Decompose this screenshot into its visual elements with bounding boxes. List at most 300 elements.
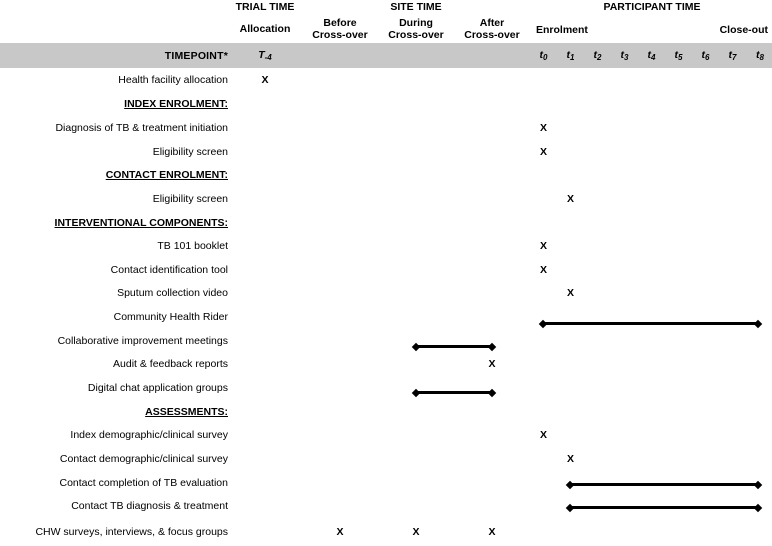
cell-t5 [665,234,692,258]
cell-t0 [530,93,557,117]
row-label-contact-demographic-survey: Contact demographic/clinical survey [59,452,228,465]
cell-t0 [530,305,557,329]
subheader-allocation: Allocation [239,22,291,35]
table-row [0,258,772,282]
cell-t5 [665,400,692,424]
cell-t1 [557,258,584,282]
cell-t5 [665,494,692,518]
cell-after [454,234,530,258]
cell-t8 [746,234,772,258]
section-row [0,163,772,187]
timepoint-t5-base: t [674,49,679,62]
cell-t4 [638,423,665,447]
row-label-audit-feedback-reports: Audit & feedback reports [113,358,228,371]
timepoint-t3-base: t [620,49,625,62]
cell-during-x: X [412,526,420,539]
cell-t2 [584,234,611,258]
timepoint-t3-sub: 3 [624,52,629,62]
cell-before-x: X [336,526,344,539]
cell-t2 [584,68,611,93]
cell-t1 [557,471,584,495]
cell-t1 [557,116,584,140]
cell-t0 [530,447,557,471]
timepoint-row [0,43,772,68]
cell-before [302,258,378,282]
cell-t4 [638,353,665,377]
timepoint-trial [228,43,302,68]
row-label-chw-surveys: CHW surveys, interviews, & focus groups [35,526,228,539]
cell-t7 [719,329,746,353]
cell-t8 [746,423,772,447]
cell-t2 [584,305,611,329]
subheader-blank [0,16,228,43]
cell-allocation [228,423,302,447]
cell-allocation [228,400,302,424]
group-header-row [0,0,772,16]
cell-t7 [719,494,746,518]
cell-t7 [719,518,746,546]
cell-during [378,93,454,117]
timepoint-after-blank [454,43,530,68]
cell-during [378,140,454,164]
cell-t0 [530,187,557,211]
cell-t8 [746,305,772,329]
cell-t0 [530,329,557,353]
section-label-interventional-components: INTERVENTIONAL COMPONENTS: [54,216,228,229]
cell-t3 [611,423,638,447]
cell-during [378,376,454,400]
cell-before [302,140,378,164]
cell-before [302,211,378,235]
cell-allocation [228,471,302,495]
cell-t4 [638,305,665,329]
cell-before [302,400,378,424]
cell-allocation-x: X [261,74,269,87]
cell-before [302,423,378,447]
cell-t3 [611,353,638,377]
timepoint-t4 [638,43,665,68]
cell-after [454,163,530,187]
cell-t7 [719,282,746,306]
cell-allocation [228,140,302,164]
timepoint-t4-base: t [647,49,652,62]
timepoint-t1 [557,43,584,68]
cell-during [378,234,454,258]
cell-t3 [611,447,638,471]
cell-after [454,68,530,93]
cell-allocation [228,447,302,471]
cell-t7 [719,305,746,329]
section-label-assessments: ASSESSMENTS: [145,405,228,418]
cell-t5 [665,211,692,235]
cell-allocation [228,163,302,187]
cell-t2 [584,518,611,546]
cell-t4 [638,329,665,353]
cell-t1-x: X [566,192,574,205]
cell-t2 [584,187,611,211]
cell-t8 [746,353,772,377]
timepoint-t1-sub: 1 [570,52,575,62]
table-row [0,282,772,306]
cell-t3 [611,140,638,164]
cell-t1 [557,68,584,93]
timepoint-t0-sub: 0 [543,52,548,62]
timepoint-t2-base: t [593,49,598,62]
cell-t7 [719,353,746,377]
subheader-after-line2: Cross-over [464,28,520,41]
cell-t8 [746,187,772,211]
cell-t8 [746,518,772,546]
cell-t4 [638,400,665,424]
cell-t8 [746,258,772,282]
cell-after-x: X [488,526,496,539]
cell-t4 [638,258,665,282]
table-row [0,447,772,471]
cell-after-x: X [488,358,496,371]
timepoint-t8-sub: 8 [759,52,764,62]
cell-t4 [638,494,665,518]
cell-after [454,282,530,306]
row-label-tb-101-booklet: TB 101 booklet [157,240,228,253]
cell-t7 [719,258,746,282]
cell-t0 [530,211,557,235]
cell-before [302,376,378,400]
cell-t0-x: X [539,263,547,276]
section-label-index-enrolment: INDEX ENROLMENT: [124,98,228,111]
cell-t4 [638,211,665,235]
subheader-during-line1: During [399,17,433,30]
timepoint-trial-base: T [258,49,265,62]
row-label-community-health-rider: Community Health Rider [113,311,228,324]
cell-t3 [611,518,638,546]
cell-t6 [692,211,719,235]
subheader-closeout: Close-out [719,23,768,36]
timepoint-trial-sub: -4 [264,52,272,62]
cell-during [378,305,454,329]
cell-t6 [692,400,719,424]
cell-t8 [746,140,772,164]
cell-t1 [557,400,584,424]
row-label-digital-chat-application-groups: Digital chat application groups [87,382,228,395]
cell-t6 [692,258,719,282]
cell-during [378,282,454,306]
cell-t6 [692,187,719,211]
cell-t8 [746,329,772,353]
cell-t1 [557,163,584,187]
table-row [0,376,772,400]
cell-t5 [665,187,692,211]
cell-allocation [228,93,302,117]
cell-after [454,494,530,518]
cell-during [378,353,454,377]
cell-t3 [611,400,638,424]
group-header-trial-time: TRIAL TIME [235,1,295,14]
cell-t5 [665,68,692,93]
cell-t4 [638,518,665,546]
cell-t0 [530,68,557,93]
cell-t2 [584,258,611,282]
cell-t5 [665,376,692,400]
section-row [0,211,772,235]
cell-allocation [228,211,302,235]
table-row [0,305,772,329]
cell-during [378,400,454,424]
cell-before [302,329,378,353]
table-row [0,494,772,518]
timepoint-during-blank [378,43,454,68]
cell-t8 [746,494,772,518]
table-row [0,518,772,546]
cell-t5 [665,163,692,187]
cell-t8 [746,282,772,306]
cell-t1 [557,140,584,164]
cell-t3 [611,494,638,518]
cell-t6 [692,518,719,546]
cell-before [302,68,378,93]
cell-t6 [692,234,719,258]
cell-before [302,471,378,495]
cell-t4 [638,471,665,495]
cell-before [302,234,378,258]
cell-t2 [584,282,611,306]
cell-t7 [719,93,746,117]
subheader-before-crossover [302,16,378,43]
sub-header-row [0,16,772,43]
timepoint-t8-base: t [756,49,760,62]
cell-allocation [228,353,302,377]
timepoint-t2 [584,43,611,68]
group-header-site-blank-left [302,0,378,16]
cell-t4 [638,447,665,471]
cell-allocation [228,234,302,258]
cell-t5 [665,282,692,306]
subheader-after-crossover [454,16,530,43]
timepoint-t6 [692,43,719,68]
cell-t3 [611,305,638,329]
cell-t2 [584,400,611,424]
row-label-health-facility-allocation: Health facility allocation [118,74,228,87]
cell-during [378,163,454,187]
cell-t3 [611,163,638,187]
cell-t3 [611,187,638,211]
cell-after [454,423,530,447]
cell-allocation [228,494,302,518]
corner-cell-blank [0,0,228,16]
cell-t6 [692,353,719,377]
row-label-collaborative-improvement-meetings: Collaborative improvement meetings [57,334,228,347]
table-row [0,353,772,377]
cell-t4 [638,282,665,306]
cell-t7 [719,163,746,187]
cell-t0 [530,400,557,424]
cell-t8 [746,400,772,424]
cell-t7 [719,140,746,164]
cell-t5 [665,258,692,282]
cell-t5 [665,329,692,353]
cell-t5 [665,447,692,471]
cell-during [378,211,454,235]
cell-t6 [692,116,719,140]
timepoint-t6-sub: 6 [705,52,710,62]
cell-during [378,116,454,140]
cell-after [454,471,530,495]
cell-t1-x: X [566,287,574,300]
row-label-eligibility-screen-contact: Eligibility screen [152,192,228,205]
cell-t2 [584,329,611,353]
cell-t5 [665,140,692,164]
cell-t2 [584,447,611,471]
cell-after [454,329,530,353]
timepoint-t1-base: t [566,49,571,62]
cell-t3 [611,376,638,400]
row-label-sputum-collection-video: Sputum collection video [117,287,228,300]
cell-allocation [228,187,302,211]
subheader-before-line2: Cross-over [312,28,368,41]
subheader-during-crossover [378,16,454,43]
cell-t7 [719,447,746,471]
row-label-eligibility-screen-index: Eligibility screen [152,145,228,158]
cell-t0-x: X [539,240,547,253]
cell-t3 [611,234,638,258]
cell-t3 [611,258,638,282]
cell-during [378,329,454,353]
cell-allocation [228,518,302,546]
cell-t7 [719,187,746,211]
cell-t5 [665,471,692,495]
timepoint-t0-base: t [539,49,544,62]
group-header-site-time: SITE TIME [390,1,442,14]
cell-t8 [746,116,772,140]
section-row [0,400,772,424]
cell-t4 [638,116,665,140]
cell-t1 [557,376,584,400]
cell-t1 [557,518,584,546]
cell-t6 [692,494,719,518]
cell-before [302,93,378,117]
cell-allocation [228,258,302,282]
cell-t6 [692,140,719,164]
cell-t2 [584,376,611,400]
timepoint-t4-sub: 4 [651,52,656,62]
cell-t6 [692,471,719,495]
cell-t2 [584,140,611,164]
cell-t4 [638,140,665,164]
timepoint-row-label: TIMEPOINT* [0,43,228,68]
cell-t3 [611,211,638,235]
subheader-before-line1: Before [323,17,357,30]
cell-after [454,400,530,424]
timepoint-t3 [611,43,638,68]
timepoint-before-blank [302,43,378,68]
row-label-contact-identification-tool: Contact identification tool [110,263,228,276]
row-label-contact-completion-tb-evaluation: Contact completion of TB evaluation [59,476,228,489]
cell-t8 [746,471,772,495]
timepoint-t6-base: t [701,49,706,62]
cell-before [302,163,378,187]
timepoint-t5 [665,43,692,68]
cell-t6 [692,305,719,329]
cell-after [454,211,530,235]
table-row [0,140,772,164]
cell-t6 [692,282,719,306]
cell-t7 [719,234,746,258]
cell-t3 [611,68,638,93]
cell-allocation [228,282,302,306]
cell-t3 [611,93,638,117]
cell-t2 [584,163,611,187]
timepoint-t7-base: t [728,49,733,62]
cell-after [454,140,530,164]
cell-t6 [692,329,719,353]
cell-t0 [530,282,557,306]
row-label-contact-tb-diagnosis-treatment: Contact TB diagnosis & treatment [71,500,228,513]
cell-t2 [584,93,611,117]
timepoint-t0 [530,43,557,68]
table-row [0,187,772,211]
cell-t8 [746,68,772,93]
cell-during [378,187,454,211]
cell-t1-x: X [566,452,574,465]
cell-t8 [746,211,772,235]
cell-during [378,423,454,447]
cell-t8 [746,447,772,471]
cell-before [302,494,378,518]
cell-t0 [530,494,557,518]
cell-t5 [665,116,692,140]
cell-t4 [638,234,665,258]
cell-t1 [557,329,584,353]
cell-t0 [530,471,557,495]
cell-allocation [228,329,302,353]
cell-t6 [692,68,719,93]
cell-allocation [228,305,302,329]
cell-t4 [638,68,665,93]
section-label-contact-enrolment: CONTACT ENROLMENT: [105,169,228,182]
cell-before [302,353,378,377]
table-row [0,116,772,140]
cell-t6 [692,376,719,400]
cell-t2 [584,423,611,447]
cell-t4 [638,163,665,187]
cell-t3 [611,329,638,353]
cell-after [454,258,530,282]
cell-t7 [719,400,746,424]
section-row [0,93,772,117]
cell-t2 [584,471,611,495]
cell-t3 [611,116,638,140]
cell-during [378,447,454,471]
cell-before [302,116,378,140]
cell-before [302,187,378,211]
cell-t6 [692,447,719,471]
cell-t0 [530,376,557,400]
cell-t7 [719,423,746,447]
cell-t0-x: X [539,145,547,158]
cell-t6 [692,423,719,447]
cell-allocation [228,116,302,140]
cell-before [302,447,378,471]
cell-during [378,471,454,495]
cell-t0-x: X [539,429,547,442]
subheader-during-line2: Cross-over [388,28,444,41]
table-row [0,234,772,258]
cell-t1 [557,423,584,447]
timepoint-t2-sub: 2 [597,52,602,62]
cell-after [454,376,530,400]
cell-after [454,447,530,471]
cell-t6 [692,163,719,187]
cell-t8 [746,93,772,117]
